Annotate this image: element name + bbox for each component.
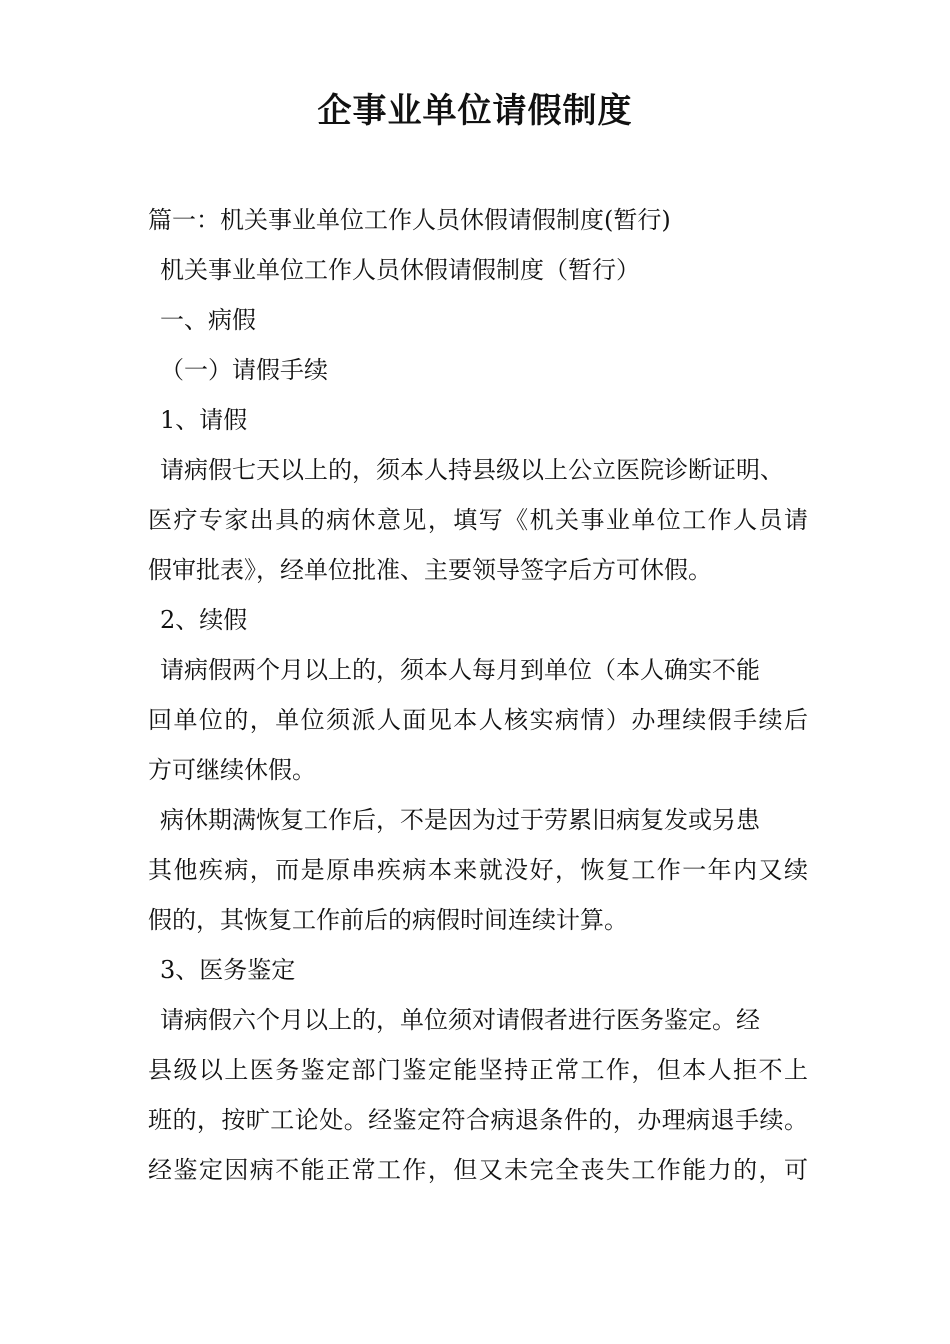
paragraph-line: 方可继续休假。 — [148, 756, 316, 784]
paragraph-line: 请病假六个月以上的，单位须对请假者进行医务鉴定。经 — [160, 1006, 760, 1034]
paragraph-line: 县级以上医务鉴定部门鉴定能坚持正常工作，但本人拒不上 — [148, 1056, 808, 1084]
heading-request: 1、请假 — [160, 406, 248, 434]
heading-extension: 2、续假 — [160, 606, 248, 634]
paragraph-line: 班的，按旷工论处。经鉴定符合病退条件的，办理病退手续。 — [148, 1106, 808, 1134]
document-body — [148, 195, 808, 1195]
heading-medical-assessment: 3、医务鉴定 — [160, 956, 296, 984]
paragraph-line: 医疗专家出具的病休意见，填写《机关事业单位工作人员请 — [148, 506, 808, 534]
paragraph-line: 经鉴定因病不能正常工作，但又未完全丧失工作能力的，可 — [148, 1156, 808, 1184]
subtitle: 机关事业单位工作人员休假请假制度（暂行） — [160, 256, 640, 284]
paragraph-line: 其他疾病，而是原串疾病本来就没好，恢复工作一年内又续 — [148, 856, 808, 884]
document-title: 企事业单位请假制度 — [317, 91, 633, 131]
paragraph-line: 假的，其恢复工作前后的病假时间连续计算。 — [148, 906, 628, 934]
paragraph-line: 回单位的，单位须派人面见本人核实病情）办理续假手续后 — [148, 706, 808, 734]
paragraph-line: 病休期满恢复工作后，不是因为过于劳累旧病复发或另患 — [160, 806, 760, 834]
paragraph-line: 请病假七天以上的，须本人持县级以上公立医院诊断证明、 — [160, 456, 784, 484]
heading-procedure: （一）请假手续 — [160, 356, 328, 384]
heading-sick-leave: 一、病假 — [160, 306, 256, 334]
paragraph-line: 假审批表》，经单位批准、主要领导签字后方可休假。 — [148, 556, 712, 584]
paragraph-line: 请病假两个月以上的，须本人每月到单位（本人确实不能 — [160, 656, 760, 684]
section-heading: 篇一：机关事业单位工作人员休假请假制度(暂行) — [148, 206, 671, 234]
